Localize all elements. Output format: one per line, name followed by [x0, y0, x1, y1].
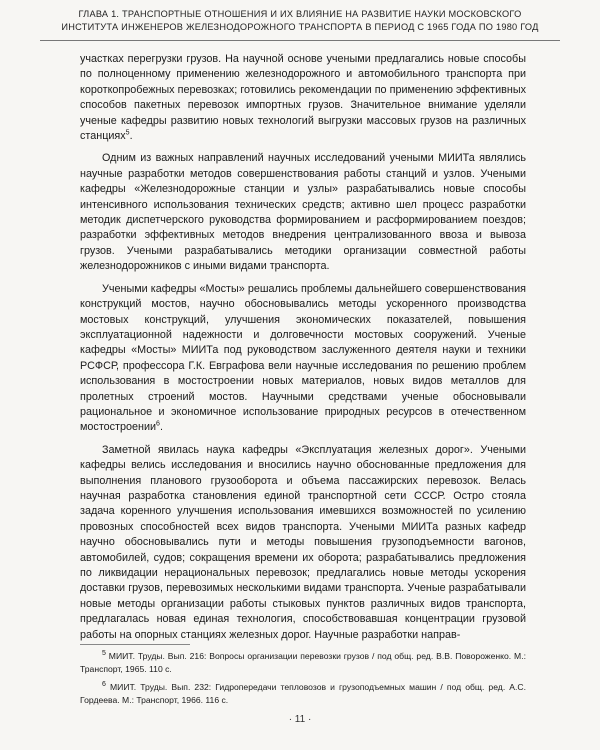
- footnote-6-text: МИИТ. Труды. Вып. 232: Гидропередачи тепловозов и грузоподъемных машин / под общ. ред. А.С. Гордеева. М.: Транспорт, 1966. 116 с.: [80, 682, 526, 705]
- page-number: · 11 ·: [288, 714, 312, 725]
- paragraph-3: Учеными кафедры «Мосты» решались проблемы дальнейшего совершенствования конструкций мостов, научно обосновывались методы ускоренного производства мостовых конструкций, улучшения экономических показателей, повышения эксплуатационной надежности и долговечности мостовых сооружений. Ученые кафедры «Мосты» МИИТа под руководством заслуженного деятеля науки и техники РСФСР, профессора Г.К. Евграфова вели научные исследования по решению проблем использования в мостостроении новых материалов, новых видов металлов для пролетных строений мостов. Научными средствами ученые обосновывали рациональное и экономичное использование природных ресурсов в отечественном мостостроении$^6$.: [80, 282, 526, 434]
- main-text: [80, 52, 526, 650]
- paragraph-1-text: участках перегрузки грузов. На научной основе учеными предлагались новые способы по полноценному применению железнодорожного и автомобильного транспорта при короткопробежных перевозках; готовились рекомендации по применению эффективных способов пакетных перевозок импортных грузов. Значительное внимание уделяли ученые кафедры развитию новых технологий выгрузки массовых грузов на различных станциях: [80, 53, 526, 143]
- footnotes: [80, 650, 526, 712]
- running-header-line-2: ИНСТИТУТА ИНЖЕНЕРОВ ЖЕЛЕЗНОДОРОЖНОГО ТРАНСПОРТА В ПЕРИОД С 1965 ГОДА ПО 1980 ГОД: [61, 21, 539, 32]
- footnote-divider: [80, 644, 190, 645]
- paragraph-1: участках перегрузки грузов. На научной основе учеными предлагались новые способы по полноценному применению железнодорожного и автомобильного транспорта при короткопробежных перевозках; готовились рекомендации по применению эффективных способов пакетных перевозок импортных грузов. Значительное внимание уделяли ученые кафедры развитию новых технологий выгрузки массовых грузов на различных станциях$^5$.: [80, 53, 526, 143]
- footnote-6: [80, 681, 526, 706]
- footnote-5: [80, 650, 526, 675]
- running-header: [40, 8, 560, 33]
- paragraph-2: [80, 151, 526, 274]
- footnote-5-text: МИИТ. Труды. Вып. 216: Вопросы организации перевозки грузов / под общ. ред. В.В. Повороженко. М.: Транспорт, 1965. 110 с.: [80, 651, 526, 674]
- footnote-5-number: 5: [102, 650, 106, 658]
- footnote-ref-5: 5: [125, 129, 130, 137]
- footnote-ref-6: 6: [156, 420, 160, 428]
- paragraph-4-text: Заметной явилась наука кафедры «Эксплуатация железных дорог». Учеными кафедры велись исследования и вносились научно обоснованные предложения для выполнения планового грузооборота и объема пассажирских перевозок. Велась научная разработка становления единой транспортной сети СССР. Остро стояла задача коренного улучшения использования имевшихся возможностей по усилению провозных способностей всех видов транспорта. Учеными МИИТа разных кафедр научно обосновывались пути и методы повышения грузоподъемности вагонов, автомобилей, судов; сокращения времени их оборота; разрабатывались предложения по ликвидации нерациональных перевозок; предлагались новые методы ускорения доставки грузов, перевозимых несколькими видами транспорта. Ученые разрабатывали новые методы организации работы стыковых пунктов различных видов транспорта, предлагалась новая единая технология, способствовавшая концентрации грузовой работы на опорных станциях железных дорог. Научные разработки направ-: [80, 443, 526, 641]
- footnote-6-number: 6: [102, 681, 106, 689]
- paragraph-3-text: Учеными кафедры «Мосты» решались проблемы дальнейшего совершенствования конструкций мостов, научно обосновывались методы ускоренного производства мостовых конструкций, улучшения экономических показателей, повышения эксплуатационной надежности и долговечности мостовых сооружений. Ученые кафедры «Мосты» МИИТа под руководством заслуженного деятеля науки и техники РСФСР, профессора Г.К. Евграфова вели научные исследования по решению проблем использования в мостостроении новых материалов, новых видов металлов для пролетных строений мостов. Научными средствами ученые обосновывали рациональное и экономичное использование природных ресурсов в отечественном мостостроении: [80, 282, 526, 434]
- paragraph-2-text: Одним из важных направлений научных исследований учеными МИИТа являлись научные разработки методов совершенствования работы станций и узлов. Учеными кафедры «Железнодорожные станции и узлы» разрабатывались новые способы интенсивного использования технических средств; активно шел процесс разработки методик диспетчерского руководства формированием и расформированием поездов; разработки эффективных методов внедрения централизованного ввоза и вывоза грузов. Учеными разрабатывались методики организации совместной работы железнодорожников с иными видами транспорта.: [80, 152, 526, 273]
- running-header-line-1: ГЛАВА 1. ТРАНСПОРТНЫЕ ОТНОШЕНИЯ И ИХ ВЛИЯНИЕ НА РАЗВИТИЕ НАУКИ МОСКОВСКОГО: [78, 9, 522, 19]
- header-divider: [40, 40, 560, 41]
- paragraph-4: [80, 443, 526, 643]
